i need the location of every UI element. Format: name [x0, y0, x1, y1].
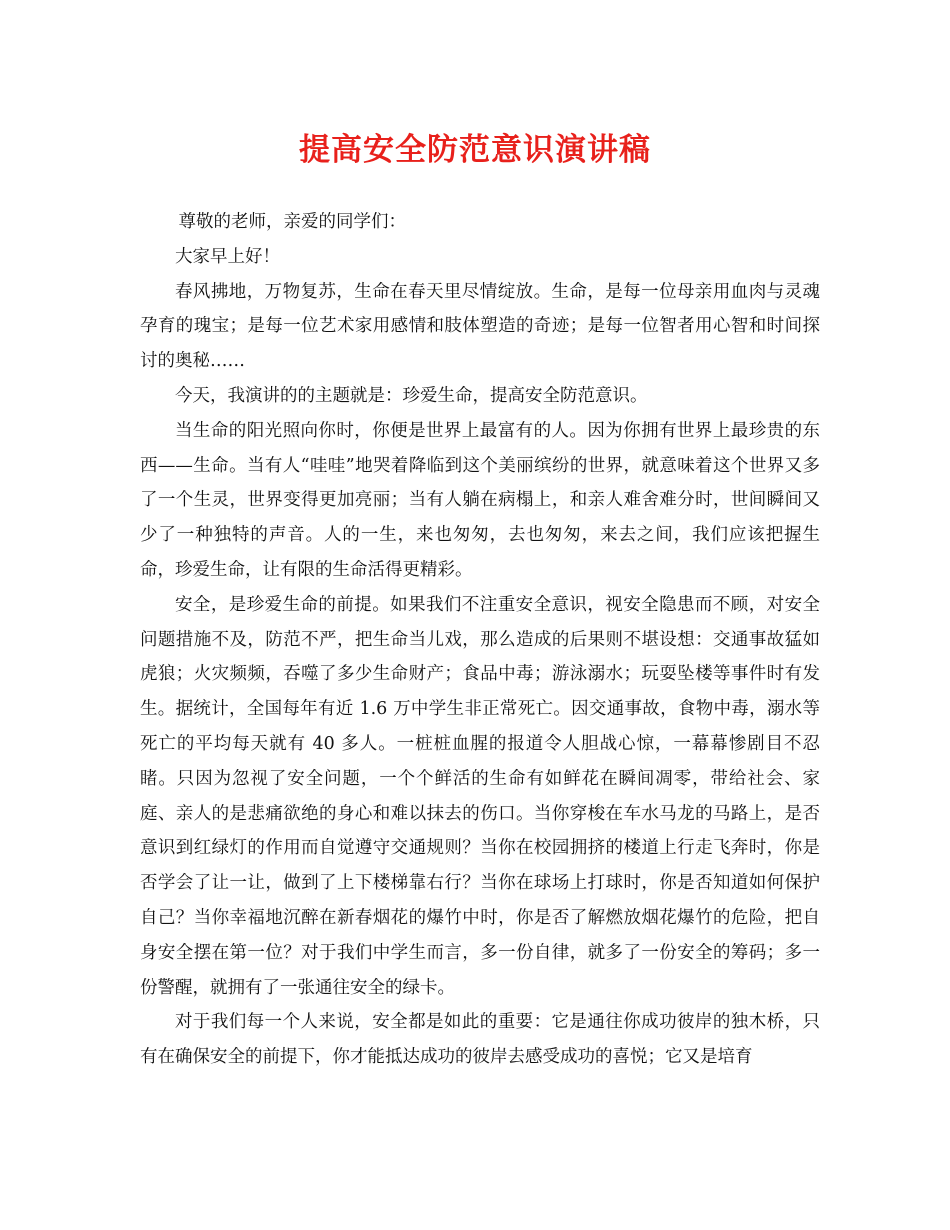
paragraph: 今天，我演讲的的主题就是：珍爱生命，提高安全防范意识。	[175, 385, 648, 406]
paragraph: 春风拂地，万物复苏，生命在春天里尽情绽放。生命，是每一位母亲用血肉与灵魂孕育的瑰宝；是每一位艺术家用感情和肢体塑造的奇迹；是每一位智者用心智和时间探讨的奥秘……	[140, 281, 820, 372]
paragraph: 对于我们每一个人来说，安全都是如此的重要：它是通往你成功彼岸的独木桥，只有在确保安全的前提下，你才能抵达成功的彼岸去感受成功的喜悦；它又是培育	[140, 1012, 820, 1068]
document-body	[140, 205, 820, 1075]
paragraph: 当生命的阳光照向你时，你便是世界上最富有的人。因为你拥有世界上最珍贵的东西——生命。当有人“哇哇”地哭着降临到这个美丽缤纷的世界，就意味着这个世界又多了一个生灵，世界变得更加亮丽；当有人躺在病榻上，和亲人难舍难分时，世间瞬间又少了一种独特的声音。人的一生，来也匆匆，去也匆匆，来去之间，我们应该把握生命，珍爱生命，让有限的生命活得更精彩。	[140, 420, 820, 580]
document-title: 提高安全防范意识演讲稿	[299, 132, 651, 168]
paragraph-salutation: 尊敬的老师，亲爱的同学们：	[178, 212, 406, 232]
paragraph-greeting: 大家早上好！	[175, 246, 280, 267]
paragraph: 安全，是珍爱生命的前提。如果我们不注重安全意识，视安全隐患而不顾，对安全问题措施不及，防范不严，把生命当儿戏，那么造成的后果则不堪设想：交通事故猛如虎狼；火灾频频，吞噬了多少生命财产；食品中毒；游泳溺水；玩耍坠楼等事件时有发生。据统计，全国每年有近 1.6 万中学生非正常死亡。因交通事故，食物中毒，溺水等死亡的平均每天就有 40 多人。一桩桩血腥的报道令人胆战心惊，一幕幕惨剧目不忍睹。只因为忽视了安全问题，一个个鲜活的生命有如鲜花在瞬间凋零，带给社会、家庭、亲人的是悲痛欲绝的身心和难以抹去的伤口。当你穿梭在车水马龙的马路上，是否意识到红绿灯的作用而自觉遵守交通规则？当你在校园拥挤的楼道上行走飞奔时，你是否学会了让一让，做到了上下楼梯靠右行？当你在球场上打球时，你是否知道如何保护自己？当你幸福地沉醉在新春烟花的爆竹中时，你是否了解燃放烟花爆竹的危险，把自身安全摆在第一位？对于我们中学生而言，多一份自律，就多了一份安全的筹码；多一份警醒，就拥有了一张通往安全的绿卡。	[140, 594, 820, 998]
